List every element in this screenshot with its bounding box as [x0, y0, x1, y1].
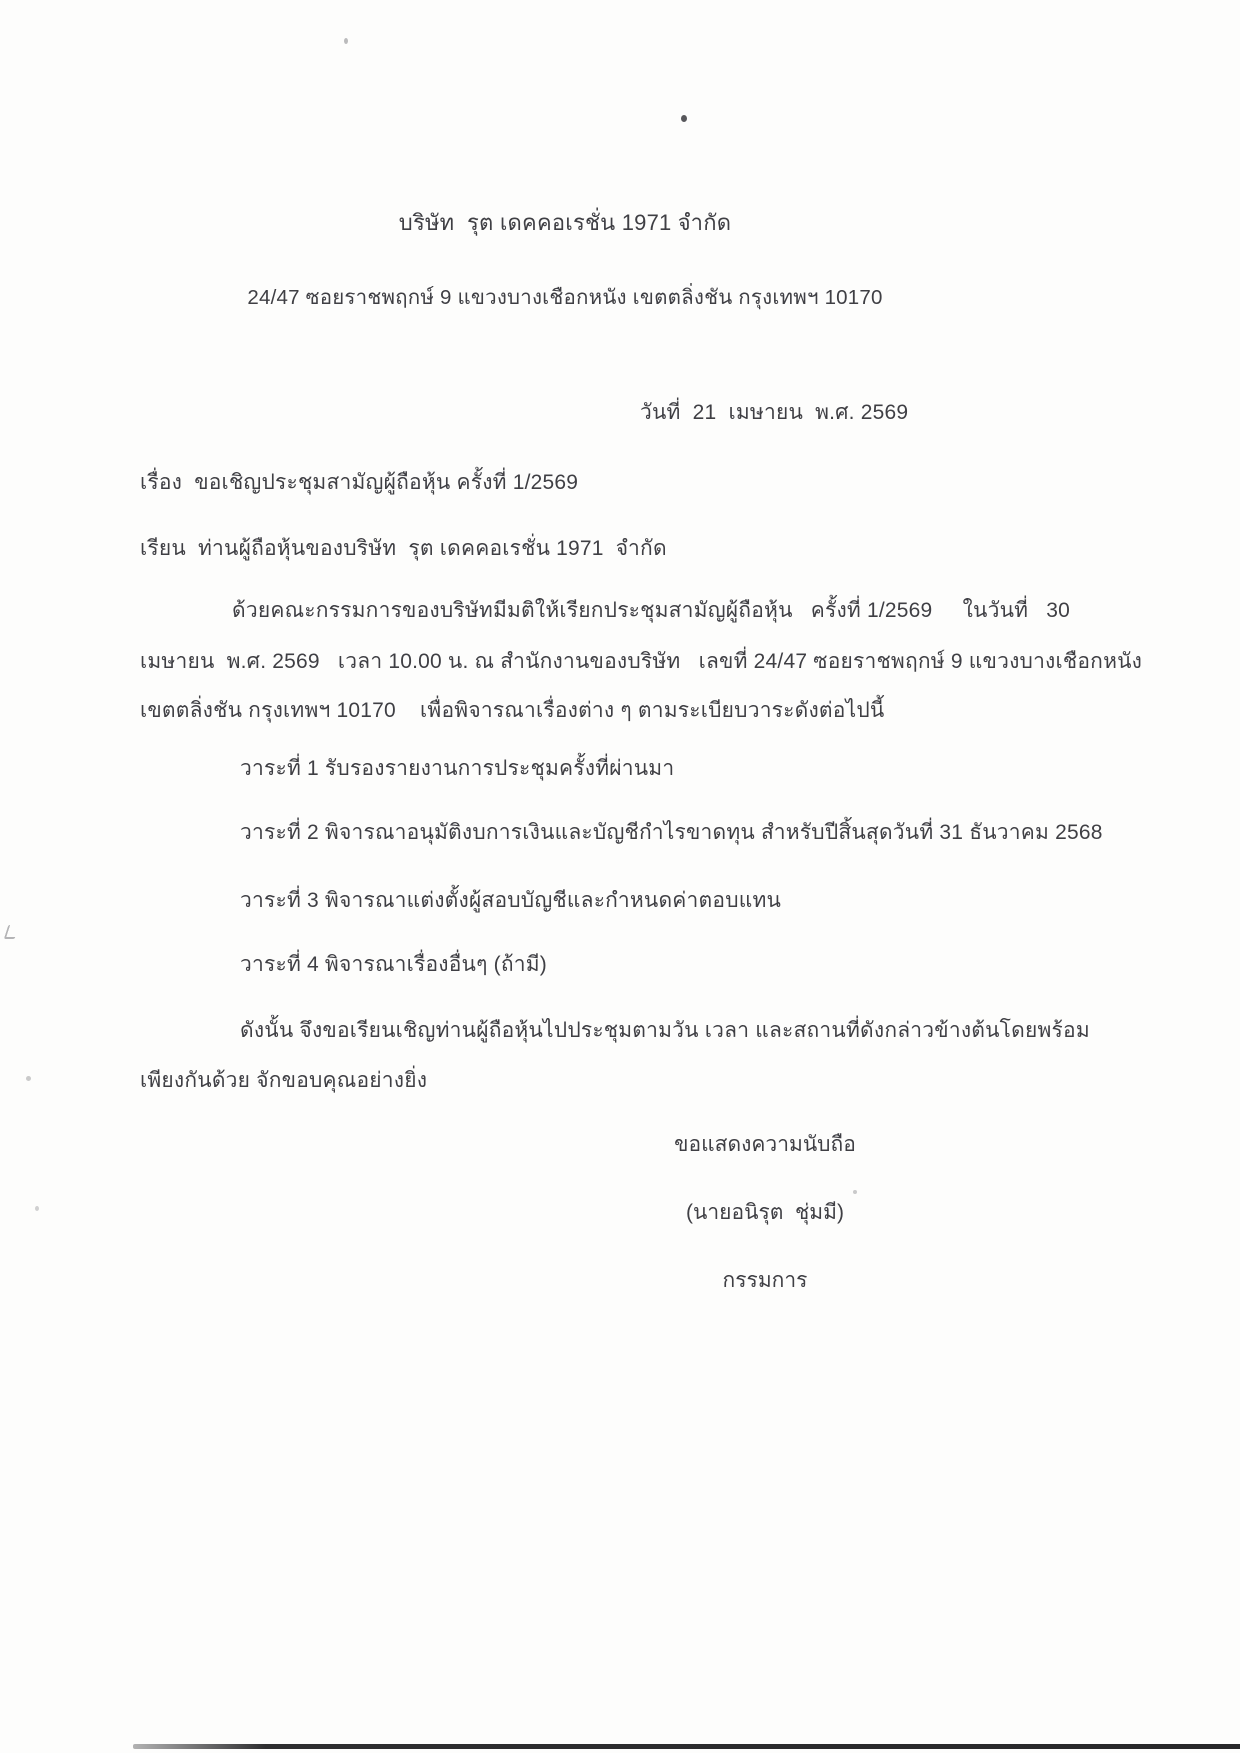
agenda-item-3: วาระที่ 3 พิจารณาแต่งตั้งผู้สอบบัญชีและกำหนดค่าตอบแทน: [240, 889, 782, 912]
scan-speck: [26, 1076, 31, 1081]
body-paragraph-line: เขตตลิ่งชัน กรุงเทพฯ 10170 เพื่อพิจารณาเรื่องต่าง ๆ ตามระเบียบวาระดังต่อไปนี้: [140, 699, 885, 722]
signer-name: (นายอนิรุต ชุ่มมี): [686, 1201, 844, 1224]
agenda-item-2: วาระที่ 2 พิจารณาอนุมัติงบการเงินและบัญชีกำไรขาดทุน สำหรับปีสิ้นสุดวันที่ 31 ธันวาคม 2568: [240, 821, 1103, 844]
signer-title: กรรมการ: [722, 1269, 808, 1292]
body-paragraph-line: เมษายน พ.ศ. 2569 เวลา 10.00 น. ณ สำนักงานของบริษัท เลขที่ 24/47 ซอยราชพฤกษ์ 9 แขวงบางเชือกหนัง: [140, 650, 1143, 673]
scan-speck: [853, 1190, 857, 1194]
body-paragraph-line: ด้วยคณะกรรมการของบริษัทมีมติให้เรียกประชุมสามัญผู้ถือหุ้น ครั้งที่ 1/2569 ในวันที่ 30: [232, 599, 1071, 622]
company-name: บริษัท รุต เดคคอเรชั่น 1971 จำกัด: [398, 210, 732, 235]
closing-paragraph-line: ดังนั้น จึงขอเรียนเชิญท่านผู้ถือหุ้นไปประชุมตามวัน เวลา และสถานที่ดังกล่าวข้างต้นโดยพร้อม: [240, 1019, 1090, 1042]
company-address: 24/47 ซอยราชพฤกษ์ 9 แขวงบางเชือกหนัง เขตตลิ่งชัน กรุงเทพฯ 10170: [247, 286, 883, 309]
scan-mark: [4, 925, 20, 939]
closing-paragraph-line: เพียงกันด้วย จักขอบคุณอย่างยิ่ง: [140, 1069, 428, 1092]
agenda-item-4: วาระที่ 4 พิจารณาเรื่องอื่นๆ (ถ้ามี): [240, 953, 547, 976]
scan-speck: [344, 38, 348, 44]
recipient-line: เรียน ท่านผู้ถือหุ้นของบริษัท รุต เดคคอเรชั่น 1971 จำกัด: [140, 537, 667, 560]
letter-date: วันที่ 21 เมษายน พ.ศ. 2569: [640, 401, 909, 424]
subject-line: เรื่อง ขอเชิญประชุมสามัญผู้ถือหุ้น ครั้งที่ 1/2569: [140, 471, 579, 494]
scanner-edge-line: [133, 1744, 1240, 1749]
agenda-item-1: วาระที่ 1 รับรองรายงานการประชุมครั้งที่ผ่านมา: [240, 757, 675, 780]
sign-off: ขอแสดงความนับถือ: [674, 1133, 856, 1156]
scan-speck: [681, 115, 687, 122]
scan-speck: [35, 1206, 39, 1211]
